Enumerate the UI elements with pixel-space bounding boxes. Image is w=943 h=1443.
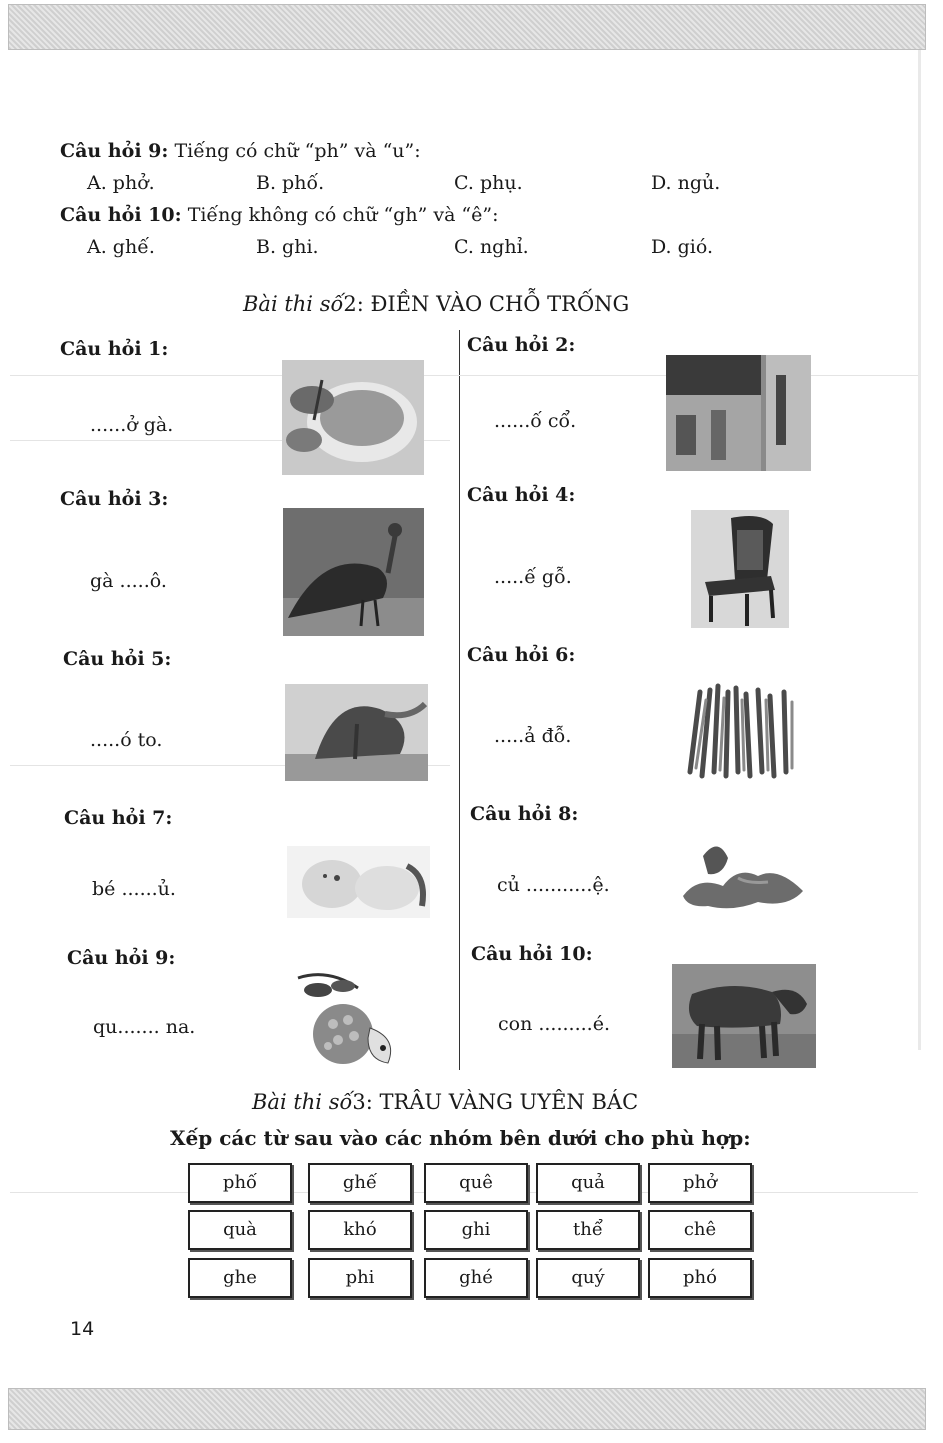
word-card[interactable]: khó: [308, 1210, 412, 1250]
word-card[interactable]: ghế: [308, 1163, 412, 1203]
instruction-text: Xếp các từ sau vào các nhóm bên dưới cho phù hợp:: [170, 1126, 751, 1150]
option-c[interactable]: C. nghỉ.: [454, 236, 529, 258]
heading-title: ĐIỀN VÀO CHỖ TRỐNG: [370, 292, 630, 316]
old-street-image: [666, 355, 811, 471]
option-c[interactable]: C. phụ.: [454, 172, 523, 194]
fill-question-10-blank[interactable]: con .........é.: [498, 1013, 610, 1035]
column-divider: [459, 330, 460, 1070]
option-d[interactable]: D. ngủ.: [651, 172, 721, 194]
fill-question-5-label: Câu hỏi 5:: [63, 648, 172, 670]
fill-question-10-label: Câu hỏi 10:: [471, 943, 593, 965]
fill-question-7-blank[interactable]: bé ......ủ.: [92, 878, 176, 900]
turkey-image: [283, 508, 424, 636]
top-scan-band: [8, 4, 926, 50]
question-9: [60, 140, 421, 162]
option-a[interactable]: A. phở.: [87, 172, 155, 194]
word-card[interactable]: ghé: [424, 1258, 528, 1298]
custard-apple-image: [288, 968, 413, 1070]
fill-question-6-label: Câu hỏi 6:: [467, 644, 576, 666]
word-card[interactable]: phi: [308, 1258, 412, 1298]
section-2-heading: [243, 292, 629, 316]
fill-question-8-blank[interactable]: củ ...........ệ.: [497, 874, 610, 896]
heading-number: 3:: [352, 1090, 373, 1114]
bottom-scan-band: [8, 1388, 926, 1430]
word-card[interactable]: quý: [536, 1258, 640, 1298]
section-3-heading: [252, 1090, 638, 1114]
word-card[interactable]: quà: [188, 1210, 292, 1250]
word-card[interactable]: phố: [188, 1163, 292, 1203]
fill-question-3-blank[interactable]: gà .....ô.: [90, 570, 167, 592]
word-card[interactable]: quê: [424, 1163, 528, 1203]
fill-question-6-blank[interactable]: .....ả đỗ.: [494, 725, 572, 747]
sleeping-baby-image: [287, 846, 430, 918]
fill-question-2-blank[interactable]: ......ố cổ.: [494, 410, 577, 432]
fill-question-1-label: Câu hỏi 1:: [60, 338, 169, 360]
word-card[interactable]: phó: [648, 1258, 752, 1298]
fill-question-5-blank[interactable]: .....ó to.: [90, 729, 163, 751]
heading-title: TRÂU VÀNG UYÊN BÁC: [379, 1090, 639, 1114]
fill-question-1-blank[interactable]: ......ở gà.: [90, 414, 174, 436]
word-card[interactable]: thể: [536, 1210, 640, 1250]
question-10: [60, 204, 499, 226]
fill-question-8-label: Câu hỏi 8:: [470, 803, 579, 825]
option-a[interactable]: A. ghế.: [87, 236, 155, 258]
heading-italic: Bài thi số: [243, 292, 344, 316]
question-text: Tiếng có chữ “ph” và “u”:: [174, 140, 421, 162]
option-b[interactable]: B. ghi.: [256, 236, 319, 258]
word-card[interactable]: quả: [536, 1163, 640, 1203]
fill-question-3-label: Câu hỏi 3:: [60, 488, 169, 510]
word-card[interactable]: chê: [648, 1210, 752, 1250]
heading-number: 2:: [343, 292, 364, 316]
word-card[interactable]: ghe: [188, 1258, 292, 1298]
heading-italic: Bài thi số: [252, 1090, 353, 1114]
wooden-chair-image: [691, 510, 789, 628]
page-number: 14: [70, 1318, 95, 1340]
page-edge: [918, 50, 921, 1050]
option-b[interactable]: B. phố.: [256, 172, 325, 194]
fill-question-7-label: Câu hỏi 7:: [64, 807, 173, 829]
pho-bowl-image: [282, 360, 424, 475]
option-d[interactable]: D. gió.: [651, 236, 714, 258]
question-text: Tiếng không có chữ “gh” và “ê”:: [187, 204, 499, 226]
calf-image: [672, 964, 816, 1068]
green-beans-image: [680, 672, 800, 782]
question-label: Câu hỏi 9:: [60, 140, 169, 162]
windy-tree-image: [285, 684, 428, 781]
ginger-image: [678, 836, 810, 914]
fill-question-4-label: Câu hỏi 4:: [467, 484, 576, 506]
fill-question-2-label: Câu hỏi 2:: [467, 334, 576, 356]
fill-question-9-blank[interactable]: qu....... na.: [93, 1016, 196, 1038]
question-label: Câu hỏi 10:: [60, 204, 182, 226]
word-card[interactable]: phở: [648, 1163, 752, 1203]
fill-question-4-blank[interactable]: .....ế gỗ.: [494, 566, 572, 588]
fill-question-9-label: Câu hỏi 9:: [67, 947, 176, 969]
word-card[interactable]: ghi: [424, 1210, 528, 1250]
